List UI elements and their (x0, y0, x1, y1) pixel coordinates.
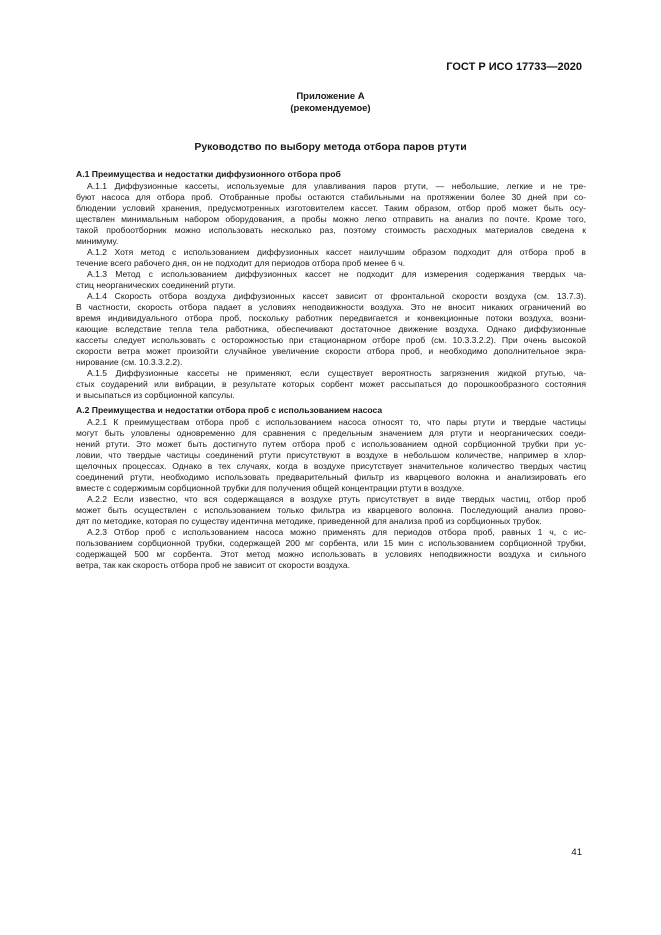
paragraph-line: такой пробоотборник можно использовать несколько раз, поэтому стоимость расходных материалов сведена к (76, 225, 586, 235)
paragraph-line: блюдении условий хранения, предусмотренных изготовителем кассет. Таким образом, отбор проб может быть осу- (76, 203, 586, 213)
paragraph-line: соединений ртути, необходимо использовать предварительный фильтр из кварцевого волокна и анализировать его (76, 472, 586, 482)
paragraph-line: ществлен минимальным набором оборудования, а пробы можно легко отправить на анализ по почте. Кроме того, (76, 214, 586, 224)
paragraph-line: буют насоса для отбора проб. Отобранные пробы остаются стабильными на протяжении более 30 дней при со- (76, 192, 586, 202)
paragraph-line: ветра, так как скорость отбора проб не зависит от скорости воздуха. (76, 560, 350, 570)
paragraph-line: А.1.3 Метод с использованием диффузионных кассет не подходит для измерения содержания твердых ча- (87, 269, 586, 279)
paragraph-line: А.1.4 Скорость отбора воздуха диффузионных кассет зависит от фронтальной скорости воздуха (см. 13.7.3). (87, 291, 586, 301)
paragraph-line: стиц неорганических соединений ртути. (76, 280, 236, 290)
paragraph-line: А.2.3 Отбор проб с использованием насоса можно применять для периодов отбора проб, равных 1 ч, с ис- (87, 527, 586, 537)
paragraph-line: вместе с содержимым сорбционной трубки для получения общей концентрации ртути в воздухе. (76, 483, 465, 493)
paragraph-line: стых соударений или вибрации, в результате которых сорбент может рассыпаться до порошкообразного состояния (76, 379, 586, 389)
paragraph-line: пользованием сорбционной трубки, содержащей 200 мг сорбента, или 15 мин с использованием сорбционной трубки, (76, 538, 586, 548)
document-title: Руководство по выбору метода отбора паров ртути (194, 141, 467, 153)
paragraph-line: скорости ветра может произойти случайное увеличение скорости отбора проб, и необходимо дополнительное экра- (76, 346, 586, 356)
section-heading: А.2 Преимущества и недостатки отбора проб с использованием насоса (76, 405, 383, 415)
paragraph-line: и высыпаться из сорбционной капсулы. (76, 390, 235, 400)
paragraph-line: А.1.1 Диффузионные кассеты, используемые для улавливания паров ртути, — небольшие, легкие и не тре- (87, 181, 586, 191)
appendix-block (0, 91, 661, 115)
document-body (76, 168, 586, 571)
paragraph-line: кассеты следует использовать с осторожностью при стационарном отборе проб (см. 10.3.3.2.2). При очень высокой (76, 335, 586, 345)
paragraph-line: щелочных процессах. Однако в тех случаях, когда в воздухе присутствует значительное количество твердых частиц (76, 461, 586, 471)
section-heading: А.1 Преимущества и недостатки диффузионного отбора проб (76, 169, 341, 179)
paragraph-line: дят по методике, которая по существу идентична методике, приведенной для анализа проб из сорбционных трубок. (76, 516, 542, 526)
paragraph-line: А.1.5 Диффузионные кассеты не применяют, если существует вероятность загрязнения жидкой ртутью, ча- (87, 368, 586, 378)
paragraph-line: А.2.2 Если известно, что вся содержащаяся в воздухе ртуть присутствует в виде твердых частиц, отбор проб (87, 494, 586, 504)
paragraph-line: могут быть уловлены одновременно для сравнения с предельным значением для ртути и неорганических соеди- (76, 428, 586, 438)
appendix-label: Приложение А (296, 91, 365, 102)
page-number: 41 (571, 847, 582, 858)
paragraph-line: В частности, скорость отбора падает в условиях неподвижности воздуха. Это не вносит никаких ограничений во (76, 302, 586, 312)
paragraph-line: А.1.2 Хотя метод с использованием диффузионных кассет наилучшим образом подходит для отбора проб в (87, 247, 586, 257)
paragraph-line: ловии, что твердые частицы соединений ртути присутствуют в воздухе в небольшом количестве, например в хлор- (76, 450, 586, 460)
paragraph-line: нений ртути. Это может быть достигнуто путем отбора проб с использованием одной сорбционной трубки при ус- (76, 439, 586, 449)
paragraph-line: минимуму. (76, 236, 119, 246)
appendix-status: (рекомендуемое) (290, 103, 371, 114)
paragraph-line: время индивидуального отбора проб, поскольку работник передвигается и конвекционные потоки воздуха, возни- (76, 313, 586, 323)
paragraph-line: нирование (см. 10.3.3.2.2). (76, 357, 183, 367)
document-id-header: ГОСТ Р ИСО 17733—2020 (446, 61, 582, 73)
paragraph-line: содержащей 500 мг сорбента. Этот метод можно использовать в условиях неподвижности воздуха и сильного (76, 549, 586, 559)
paragraph-line: кающие вследствие тепла тела работника, обеспечивают достаточное движение воздуха. Однако диффузионные (76, 324, 586, 334)
paragraph-line: может быть осуществлен с использованием только фильтра из кварцевого волокна. Последующий анализ прово- (76, 505, 586, 515)
paragraph-line: течение всего рабочего дня, он не подходит для периодов отбора проб менее 6 ч. (76, 258, 406, 268)
paragraph-line: А.2.1 К преимуществам отбора проб с использованием насоса относят то, что пары ртути и твердые частицы (87, 417, 586, 427)
